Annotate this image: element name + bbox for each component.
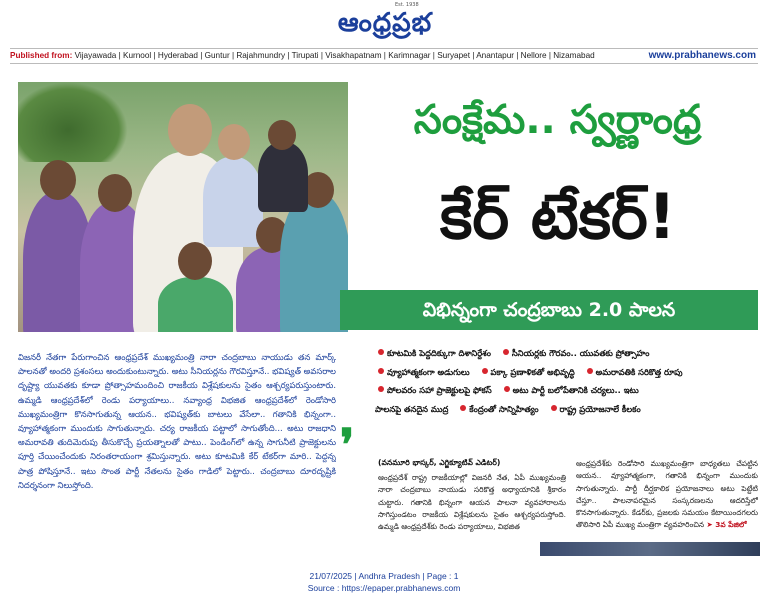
- footer-date-line: 21/07/2025 | Andhra Pradesh | Page : 1: [309, 571, 459, 581]
- bullet-item: కూటమికి పెద్దదిక్కుగా దిశానిర్దేశం: [387, 348, 491, 358]
- bullet-row: [375, 363, 760, 382]
- footer-source-line[interactable]: Source : https://epaper.prabhanews.com: [307, 583, 461, 593]
- bullet-item: రాష్ట్ర ప్రయోజనాలే కీలకం: [559, 403, 641, 414]
- intro-column: [18, 350, 336, 562]
- bullet-dot-icon: [378, 386, 384, 392]
- quote-mark-icon: ❜: [340, 420, 355, 471]
- bullet-dot-icon: [504, 386, 510, 392]
- bullet-row: [375, 400, 760, 419]
- continued-label: 3వ పేజిలో: [715, 520, 747, 530]
- bullet-item: పక్కా ప్రణాళికతో అభివృద్ధి: [490, 366, 575, 377]
- page-footer: [0, 570, 768, 594]
- story-column-a: ఆంధ్రప్రదేశ్ రాష్ట్ర రాజకీయాల్లో విజనరీ నేత, ఏపీ ముఖ్యమంత్రి నారా చంద్రబాబు నాయుడు సరికొత్త అధ్యాయానికి శ్రీకారం చుట్టారు. గతానికి భిన్నంగా ఆయన పాలనా వ్యవహారాలను సాగిస్తుండటం రాజకీయ విశ్లేషకులను సైతం ఆశ్చర్యపరుస్తోంది. ఉమ్మడి ఆంధ్రప్రదేశ్‌కు రెండు పర్యాయాలు, విభజిత: [378, 473, 566, 532]
- highlight-bullets: [375, 344, 760, 456]
- bullet-item: అటు పార్టీ బలోపేతానికి చర్యలు.. ఇటు: [512, 385, 639, 395]
- newspaper-logo: ఆంధ్రప్రభ: [337, 8, 433, 38]
- bullet-row: [375, 344, 760, 363]
- bullet-item: కేంద్రంతో సాన్నిహిత్యం: [469, 403, 539, 414]
- main-headline: కేర్ టేకర్!: [440, 180, 676, 253]
- bullet-item: వ్యూహాత్మకంగా అడుగులు: [387, 366, 470, 377]
- bullet-dot-icon: [460, 405, 466, 411]
- bullet-item: సీనియర్లకు గౌరవం.. యువతకు ప్రోత్సాహం: [511, 348, 650, 358]
- bullet-item: పాలనపై తనదైన ముద్ర: [375, 403, 449, 414]
- story-column-b: [576, 458, 758, 532]
- sub-headline-banner: విభిన్నంగా చంద్రబాబు 2.0 పాలన: [340, 290, 758, 330]
- bullet-dot-icon: [482, 368, 488, 374]
- bullet-item: అమరావతికి సరికొత్త రూపు: [595, 366, 683, 377]
- bottom-photo-strip: [540, 542, 760, 556]
- masthead: [0, 0, 768, 46]
- headline-kicker: సంక్షేమ.. స్వర్ణాంధ్ర: [413, 97, 702, 143]
- published-from-bar: [10, 48, 758, 64]
- lead-photo: [18, 82, 348, 332]
- intro-text: విజనరీ నేతగా పేరుగాంచిన ఆంధ్రప్రదేశ్ ముఖ్యమంత్రి నారా చంద్రబాబు నాయుడు తన మార్క్ పాలనతో అందరి ప్రశంసలు అందుకుంటున్నారు. అటు సీనియర్లను గౌరవిస్తూనే.. భవిష్యత్ అవసరాల దృష్ట్యా యువతకు కూడా ప్రోత్సాహమందించి రాజకీయ విశ్లేషకులను సైతం ఆశ్చర్యపరుస్తుంటారు. ఉమ్మడి ఆంధ్రప్రదేశ్‌లో రెండు పర్యాయాలు.. నవ్యాంధ్ర విభజిత ఆంధ్రప్రదేశ్‌లో రెండోసారి ముఖ్యమంత్రిగా కొనసాగుతున్న ఆయన.. భవిష్యత్‌కు బాటలు వేసేలా.. గతానికి భిన్నంగా.. వ్యూహాత్మకంగా ముందుకు సాగుతున్నారు. చర్య రాజకీయ పట్టాలో సాగుతోంది... అటు రాజధాని అమరావతి తుదిమెరుపు తీసుకొచ్చే ప్రయత్నాలతో పాటు.. పెండింగ్‌లో ఉన్న సాగునీటి ప్రాజెక్టులను పూర్తి చేయించేందుకు నిరంతరాయంగా శ్రమిస్తున్నారు. అటు కూటమికి కేర్ టేకర్‌గా మారి.. పెద్దన్న పాత్ర పోషిస్తూనే.. ఇటు సొంత పార్టీ నేతలను సైతం గాడిలో పెట్టారు.. చంద్రబాబు దూరదృష్టికి నిదర్శనంగా నిలుస్తోంది.: [18, 352, 336, 490]
- website-link[interactable]: www.prabhanews.com: [648, 50, 756, 61]
- bullet-dot-icon: [587, 368, 593, 374]
- edition-cities: Vijayawada | Kurnool | Hyderabad | Guntur | Rajahmundry | Tirupati | Visakhapatnam | Karimnagar | Suryapet | Anantapur | Nellore | Nizamabad: [74, 51, 595, 60]
- byline: (వనమూరి భాస్కర్, ఎగ్జిక్యూటివ్ ఎడిటర్): [378, 458, 501, 467]
- established-tag: Est. 1938: [395, 2, 419, 8]
- bullet-dot-icon: [378, 368, 384, 374]
- published-from-label: Published from:: [10, 51, 73, 60]
- story-body: [378, 458, 758, 554]
- bullet-dot-icon: [551, 405, 557, 411]
- bullet-item: పోలవరం సహా ప్రాజెక్టులపై ఫోకస్: [387, 385, 492, 395]
- bullet-row: [375, 381, 760, 400]
- continued-on-page[interactable]: ➤ 3వ పేజిలో: [706, 520, 747, 530]
- story-column-b-text: ఆంధ్రప్రదేశ్‌కు రెండోసారి ముఖ్యమంత్రిగా బాధ్యతలు చేపట్టిన ఆయన.. వ్యూహాత్మకంగా, గతానికి భిన్నంగా ముందుకు సాగుతున్నారు. పార్టీ దీర్ఘకాలిక ప్రయోజనాలు అటు పెట్టేటి చేస్తూ.. పాలనాపరమైన సంస్కరణలను ఆదరిస్తేలో కొనసాగుతున్నారు. కేడర్‌కు, ప్రజలకు సమయం కేటాయిందగలరు తొలిసారి ఏపీ ముఖ్య మంత్రిగా వ్యవహరించిన: [576, 459, 758, 530]
- bullet-dot-icon: [503, 349, 509, 355]
- bullet-dot-icon: [378, 349, 384, 355]
